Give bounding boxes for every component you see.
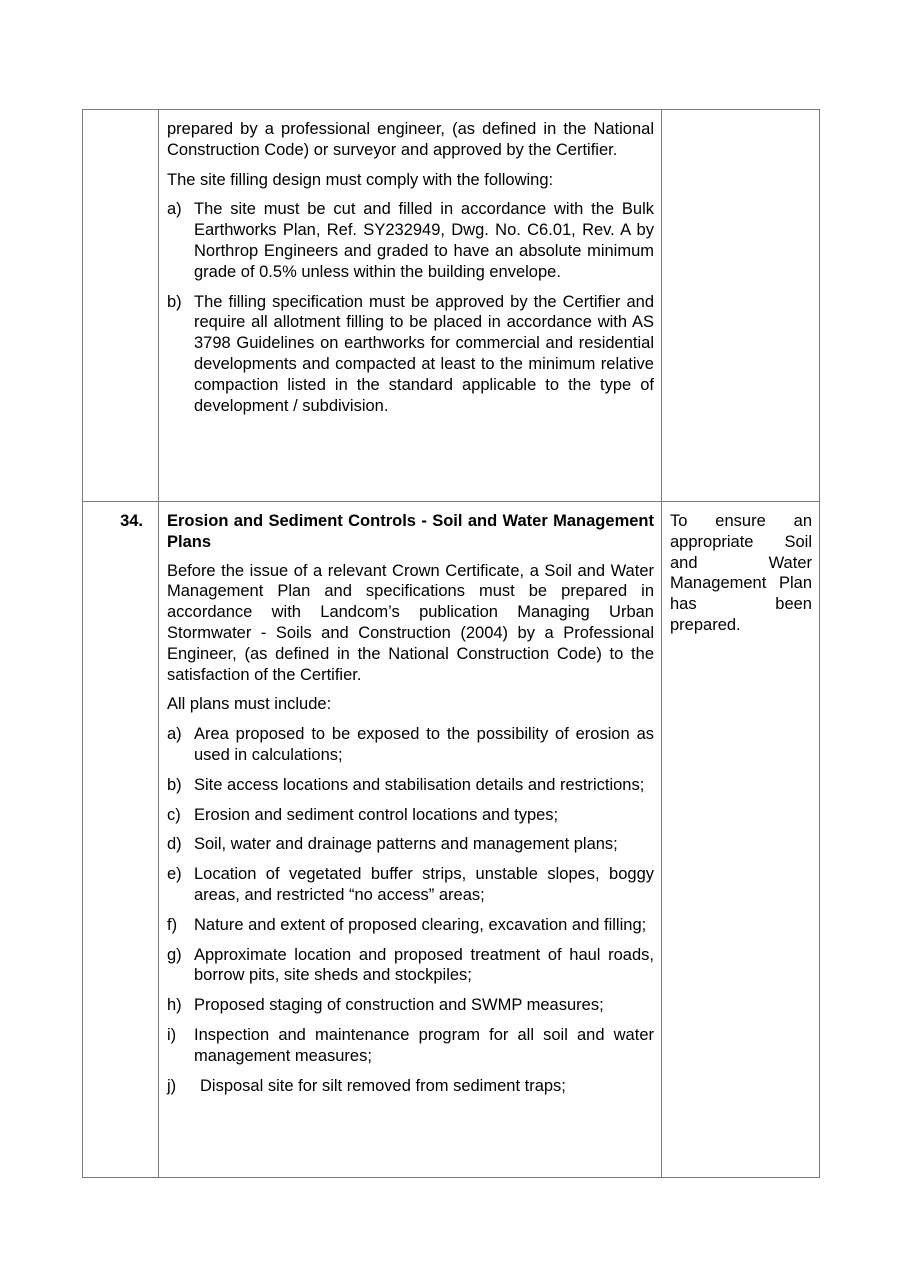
list-item xyxy=(167,724,654,766)
list-item-text: Soil, water and drainage patterns and management plans; xyxy=(194,835,618,854)
condition-number xyxy=(83,110,159,502)
condition-reason xyxy=(662,110,820,502)
list-item-marker: b) xyxy=(167,292,182,311)
list-item-marker: i) xyxy=(167,1025,177,1044)
list-item-marker: f) xyxy=(167,915,178,934)
list-item xyxy=(167,864,654,906)
conditions-table xyxy=(82,109,820,1178)
condition-item-list xyxy=(167,199,654,416)
list-item xyxy=(167,1025,654,1067)
list-item-marker: a) xyxy=(167,200,182,219)
condition-paragraph: All plans must include: xyxy=(167,695,332,714)
condition-row xyxy=(83,110,820,502)
list-item-text: Erosion and sediment control locations and types; xyxy=(194,805,559,824)
condition-number: 34. xyxy=(83,502,159,1178)
list-item xyxy=(167,1076,654,1097)
list-item-text: The site must be cut and filled in accordance with the Bulk Earthworks Plan, Ref. SY232949, Dwg. No. C6.01, Rev. A by Northrop Engineers and graded to have an absolute minimum grade of 0.5% unless within the building envelope. xyxy=(194,200,654,281)
list-item-marker: c) xyxy=(167,805,181,824)
list-item xyxy=(167,834,654,855)
list-item-text: Site access locations and stabilisation details and restrictions; xyxy=(194,775,645,794)
condition-row xyxy=(83,502,820,1178)
condition-paragraph: The site filling design must comply with the following: xyxy=(167,170,554,189)
list-item xyxy=(167,292,654,417)
list-item-marker: b) xyxy=(167,775,182,794)
condition-heading: Erosion and Sediment Controls - Soil and Water Management Plans xyxy=(167,512,654,551)
list-item-text: Nature and extent of proposed clearing, excavation and filling; xyxy=(194,915,647,934)
condition-reason-text: To ensure an appropriate Soil and Water Management Plan has been prepared. xyxy=(670,512,812,634)
list-item-marker: d) xyxy=(167,835,182,854)
list-item xyxy=(167,995,654,1016)
list-item-marker: g) xyxy=(167,945,182,964)
list-item xyxy=(167,199,654,282)
condition-reason xyxy=(662,502,820,1178)
list-item xyxy=(167,805,654,826)
list-item xyxy=(167,775,654,796)
list-item xyxy=(167,915,654,936)
list-item-text: Inspection and maintenance program for all soil and water management measures; xyxy=(194,1025,654,1065)
list-item-text: Area proposed to be exposed to the possibility of erosion as used in calculations; xyxy=(194,725,654,764)
list-item-marker: e) xyxy=(167,865,182,884)
condition-body xyxy=(159,502,662,1178)
condition-item-list xyxy=(167,724,654,1096)
list-item-text: Proposed staging of construction and SWMP measures; xyxy=(194,996,604,1015)
list-item-marker: h) xyxy=(167,996,182,1015)
list-item xyxy=(167,945,654,987)
list-item-text: Location of vegetated buffer strips, unstable slopes, boggy areas, and restricted “no access” areas; xyxy=(194,865,654,904)
list-item-text: The filling specification must be approved by the Certifier and require all allotment filling to be placed in accordance with AS 3798 Guidelines on earthworks for commercial and residential developments and compacted at least to the minimum relative compaction listed in the standard applicable to the type of development / subdivision. xyxy=(194,292,654,415)
condition-paragraph: prepared by a professional engineer, (as defined in the National Construction Code) or surveyor and approved by the Certifier. xyxy=(167,120,654,159)
list-item-text: Approximate location and proposed treatment of haul roads, borrow pits, site sheds and stockpiles; xyxy=(194,945,654,985)
condition-paragraph: Before the issue of a relevant Crown Certificate, a Soil and Water Management Plan and specifications must be prepared in accordance with Landcom’s publication Managing Urban Stormwater - Soils and Construction (2004) by a Professional Engineer, (as defined in the National Construction Code) to the satisfaction of the Certifier. xyxy=(167,561,654,684)
list-item-marker: a) xyxy=(167,725,182,744)
list-item-marker: j) xyxy=(167,1076,177,1095)
list-item-text: Disposal site for silt removed from sediment traps; xyxy=(200,1076,566,1095)
condition-body xyxy=(159,110,662,502)
